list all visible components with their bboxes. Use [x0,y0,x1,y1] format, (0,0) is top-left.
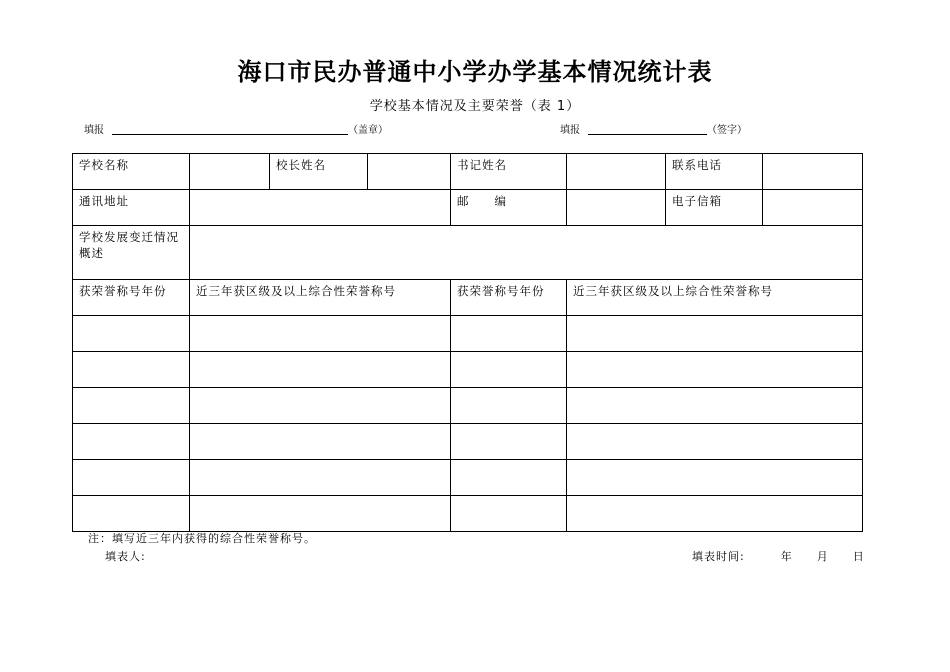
address-cell[interactable] [190,190,451,226]
honor-year-header-1: 获荣誉称号年份 [73,280,190,316]
honor-title-cell[interactable] [567,352,863,388]
honor-title-cell[interactable] [190,316,451,352]
table-row [73,316,863,352]
principal-name-label: 校长姓名 [270,154,368,190]
honor-year-header-2: 获荣誉称号年份 [451,280,567,316]
honor-year-cell[interactable] [451,460,567,496]
table-row [73,460,863,496]
honor-title-cell[interactable] [567,316,863,352]
school-info-table [72,153,863,532]
honor-title-cell[interactable] [567,496,863,532]
secretary-name-label: 书记姓名 [451,154,567,190]
email-label: 电子信箱 [666,190,763,226]
fill-left-suffix: （盖章） [348,125,388,136]
table-row [73,496,863,532]
email-cell[interactable] [763,190,863,226]
honor-year-cell[interactable] [73,496,190,532]
table-row [73,388,863,424]
honor-title-cell[interactable] [190,496,451,532]
postcode-cell[interactable] [567,190,666,226]
honor-year-cell[interactable] [451,496,567,532]
honor-year-cell[interactable] [451,352,567,388]
fill-left-label: 填报 [84,125,104,136]
phone-cell[interactable] [763,154,863,190]
honor-year-cell[interactable] [73,388,190,424]
honor-year-cell[interactable] [451,424,567,460]
fill-right-underline[interactable] [588,134,707,135]
phone-label: 联系电话 [666,154,763,190]
school-name-label: 学校名称 [73,154,190,190]
secretary-name-cell[interactable] [567,154,666,190]
filler-label: 填表人: [105,550,146,563]
honor-year-cell[interactable] [73,316,190,352]
fill-left-underline[interactable] [112,134,348,135]
principal-name-cell[interactable] [368,154,451,190]
honor-title-cell[interactable] [190,388,451,424]
address-label: 通讯地址 [73,190,190,226]
table-subtitle: 学校基本情况及主要荣誉（表 1） [369,99,581,114]
honor-title-cell[interactable] [190,424,451,460]
honor-title-cell[interactable] [567,460,863,496]
school-name-cell[interactable] [190,154,270,190]
table-row [73,424,863,460]
honor-year-cell[interactable] [73,352,190,388]
table-row [73,352,863,388]
history-cell[interactable] [190,226,863,280]
honor-year-cell[interactable] [451,316,567,352]
honor-year-cell[interactable] [73,424,190,460]
honor-title-cell[interactable] [567,388,863,424]
fill-date-label: 填表时间: 年 月 日 [692,550,865,563]
page-title: 海口市民办普通中小学办学基本情况统计表 [237,58,713,86]
honor-title-header-1: 近三年获区级及以上综合性荣誉称号 [190,280,451,316]
history-label: 学校发展变迁情况概述 [73,226,190,280]
postcode-label: 邮 编 [451,190,567,226]
fill-right-suffix: （签字） [707,125,747,136]
honor-title-header-2: 近三年获区级及以上综合性荣誉称号 [567,280,863,316]
honor-title-cell[interactable] [190,352,451,388]
fill-right-label: 填报 [560,125,580,136]
footnote: 注：填写近三年内获得的综合性荣誉称号。 [88,532,316,545]
honor-title-cell[interactable] [190,460,451,496]
honor-year-cell[interactable] [451,388,567,424]
honor-year-cell[interactable] [73,460,190,496]
honor-title-cell[interactable] [567,424,863,460]
